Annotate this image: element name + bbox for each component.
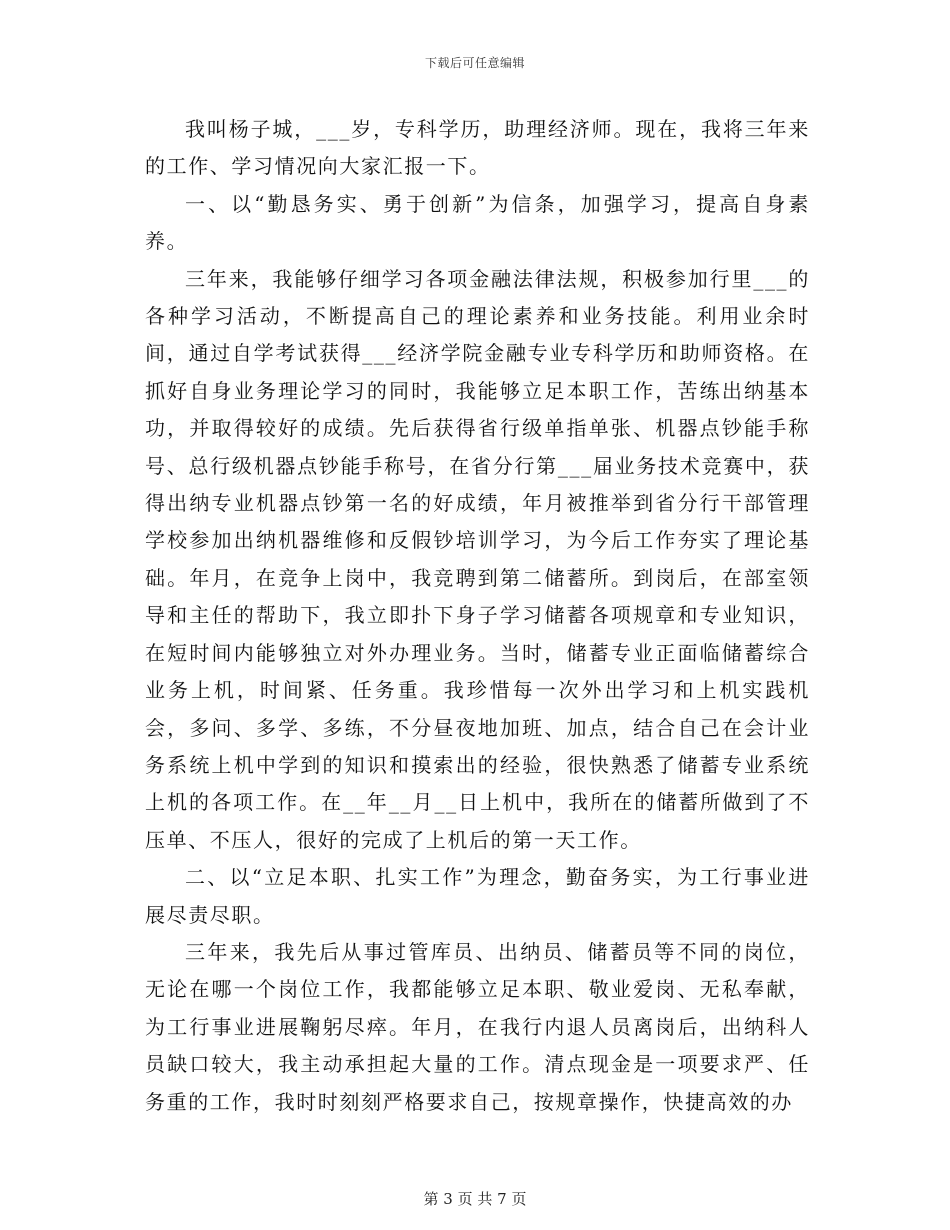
paragraph-section-two-heading: 二、以“立足本职、扎实工作”为理念，勤奋务实，为工行事业进展尽责尽职。 <box>145 865 810 927</box>
paragraph-section-one-heading: 一、以“勤恳务实、勇于创新”为信条，加强学习，提高自身素养。 <box>145 191 810 254</box>
document-body <box>145 111 810 1121</box>
paragraph-section-one-body: 三年来，我能够仔细学习各项金融法律法规，积极参加行里___的各种学习活动，不断提高自己的理论素养和业务技能。利用业余时间，通过自学考试获得___经济学院金融专业专科学历和助师资格。在抓好自身业务理论学习的同时，我能够立足本职工作，苦练出纳基本功，并取得较好的成绩。先后获得省行级单指单张、机器点钞能手称号、总行级机器点钞能手称号，在省分行第___届业务技术竞赛中，获得出纳专业机器点钞第一名的好成绩，年月被推举到省分行干部管理学校参加出纳机器维修和反假钞培训学习，为今后工作夯实了理论基础。年月，在竞争上岗中，我竞聘到第二储蓄所。到岗后，在部室领导和主任的帮助下，我立即扑下身子学习储蓄各项规章和专业知识，在短时间内能够独立对外办理业务。当时，储蓄专业正面临储蓄综合业务上机，时间紧、任务重。我珍惜每一次外出学习和上机实践机会，多问、多学、多练，不分昼夜地加班、加点，结合自己在会计业务系统上机中学到的知识和摸索出的经验，很快熟悉了储蓄专业系统上机的各项工作。在__年__月__日上机中，我所在的储蓄所做到了不压单、不压人，很好的完成了上机后的第一天工作。 <box>145 266 810 852</box>
paragraph-intro: 我叫杨子城，___岁，专科学历，助理经济师。现在，我将三年来的工作、学习情况向大家汇报一下。 <box>145 117 810 179</box>
page-header: 下载后可任意编辑 <box>424 56 525 70</box>
page-number: 第 3 页 共 7 页 <box>423 1190 527 1208</box>
paragraph-section-two-body: 三年来，我先后从事过管库员、出纳员、储蓄员等不同的岗位，无论在哪一个岗位工作，我都能够立足本职、敬业爱岗、无私奉献，为工行事业进展鞠躬尽瘁。年月，在我行内退人员离岗后，出纳科人员缺口较大，我主动承担起大量的工作。清点现金是一项要求严、任务重的工作，我时时刻刻严格要求自己，按规章操作，快捷高效的办 <box>145 939 810 1114</box>
